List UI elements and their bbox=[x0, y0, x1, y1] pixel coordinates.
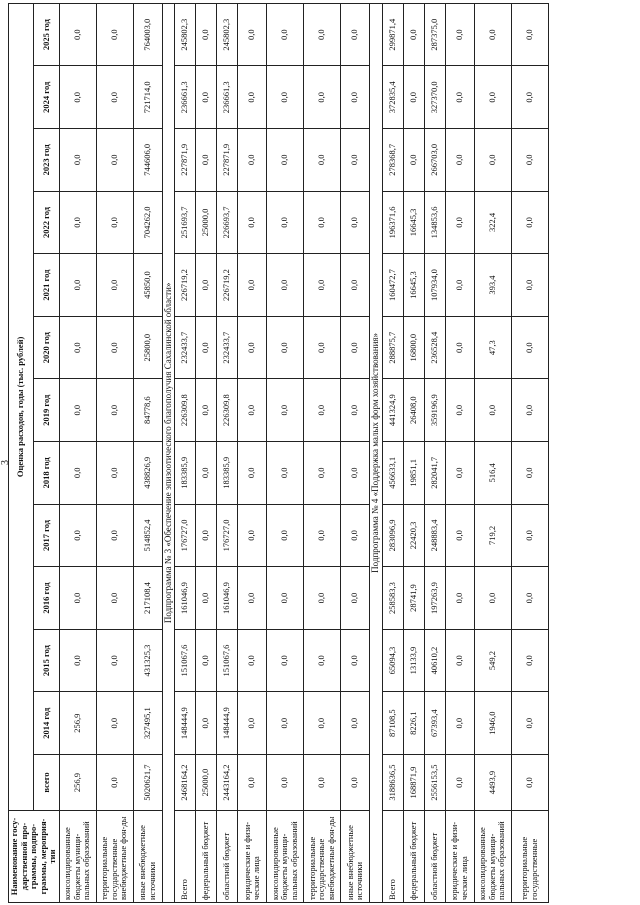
header-name: Наименование госу-дарственной про-граммы, подпро-граммы, мероприя-тии bbox=[9, 811, 60, 903]
value-cell: 0,0 bbox=[304, 3, 341, 66]
value-cell: 196371,6 bbox=[382, 191, 403, 254]
header-year: 2021 год bbox=[34, 254, 59, 317]
value-cell: 0,0 bbox=[403, 129, 424, 192]
value-cell: 22420,3 bbox=[403, 504, 424, 567]
value-cell: 0,0 bbox=[445, 129, 474, 192]
value-cell: 0,0 bbox=[511, 692, 548, 755]
value-cell: 107934,0 bbox=[424, 254, 445, 317]
value-cell: 0,0 bbox=[238, 755, 267, 811]
value-cell: 28741,9 bbox=[403, 567, 424, 630]
value-cell: 0,0 bbox=[445, 66, 474, 129]
value-cell: 0,0 bbox=[196, 129, 217, 192]
header-year: 2020 год bbox=[34, 316, 59, 379]
value-cell: 40610,2 bbox=[424, 629, 445, 692]
header-year: 2016 год bbox=[34, 567, 59, 630]
value-cell: 0,0 bbox=[304, 504, 341, 567]
row-label: федеральный бюджет bbox=[403, 811, 424, 903]
value-cell: 0,0 bbox=[304, 254, 341, 317]
value-cell: 245802,3 bbox=[175, 3, 196, 66]
value-cell: 0,0 bbox=[445, 191, 474, 254]
value-cell: 19851,1 bbox=[403, 442, 424, 505]
budget-table bbox=[8, 3, 549, 903]
value-cell: 0,0 bbox=[445, 692, 474, 755]
value-cell: 764003,0 bbox=[133, 3, 162, 66]
header-estimate: Оценка расходов, годы (тыс. рублей) bbox=[9, 3, 34, 810]
value-cell: 0,0 bbox=[474, 567, 511, 630]
value-cell: 0,0 bbox=[511, 254, 548, 317]
row-label: консолидированные бюджеты муници-пальных образований bbox=[474, 811, 511, 903]
value-cell: 0,0 bbox=[304, 567, 341, 630]
value-cell: 0,0 bbox=[96, 504, 133, 567]
value-cell: 0,0 bbox=[403, 66, 424, 129]
value-cell: 16645,3 bbox=[403, 254, 424, 317]
table-row bbox=[196, 3, 217, 902]
value-cell: 0,0 bbox=[238, 254, 267, 317]
value-cell: 719,2 bbox=[474, 504, 511, 567]
value-cell: 0,0 bbox=[59, 504, 96, 567]
header-year: 2024 год bbox=[34, 66, 59, 129]
value-cell: 744606,0 bbox=[133, 129, 162, 192]
value-cell: 232433,7 bbox=[217, 316, 238, 379]
page-number: 3 bbox=[0, 460, 11, 465]
value-cell: 0,0 bbox=[304, 66, 341, 129]
value-cell: 5020621,7 bbox=[133, 755, 162, 811]
value-cell: 227871,9 bbox=[217, 129, 238, 192]
value-cell: 160472,7 bbox=[382, 254, 403, 317]
section-title: Подпрограмма № 4 «Поддержка малых форм хозяйствования» bbox=[370, 3, 383, 902]
value-cell: 0,0 bbox=[445, 3, 474, 66]
value-cell: 0,0 bbox=[59, 316, 96, 379]
value-cell: 0,0 bbox=[304, 191, 341, 254]
value-cell: 282041,7 bbox=[424, 442, 445, 505]
value-cell: 248883,4 bbox=[424, 504, 445, 567]
value-cell: 183385,9 bbox=[217, 442, 238, 505]
value-cell: 0,0 bbox=[196, 316, 217, 379]
value-cell: 0,0 bbox=[96, 191, 133, 254]
value-cell: 0,0 bbox=[445, 379, 474, 442]
value-cell: 431325,3 bbox=[133, 629, 162, 692]
value-cell: 0,0 bbox=[511, 629, 548, 692]
value-cell: 0,0 bbox=[59, 442, 96, 505]
value-cell: 217108,4 bbox=[133, 567, 162, 630]
value-cell: 0,0 bbox=[96, 66, 133, 129]
table-row bbox=[175, 3, 196, 902]
row-label: территориальные государственные внебюджетные фон-ды bbox=[96, 811, 133, 903]
value-cell: 0,0 bbox=[238, 129, 267, 192]
value-cell: 0,0 bbox=[238, 567, 267, 630]
value-cell: 0,0 bbox=[341, 504, 370, 567]
value-cell: 227871,9 bbox=[175, 129, 196, 192]
header-year: 2022 год bbox=[34, 191, 59, 254]
value-cell: 0,0 bbox=[238, 692, 267, 755]
section-row bbox=[162, 3, 175, 902]
value-cell: 87108,5 bbox=[382, 692, 403, 755]
value-cell: 0,0 bbox=[238, 442, 267, 505]
row-label: иные внебюджетные источники bbox=[133, 811, 162, 903]
value-cell: 148444,9 bbox=[217, 692, 238, 755]
value-cell: 176727,0 bbox=[175, 504, 196, 567]
value-cell: 516,4 bbox=[474, 442, 511, 505]
value-cell: 0,0 bbox=[341, 316, 370, 379]
value-cell: 161046,9 bbox=[217, 567, 238, 630]
value-cell: 0,0 bbox=[445, 442, 474, 505]
value-cell: 0,0 bbox=[267, 316, 304, 379]
value-cell: 0,0 bbox=[341, 755, 370, 811]
value-cell: 0,0 bbox=[238, 3, 267, 66]
value-cell: 0,0 bbox=[511, 3, 548, 66]
value-cell: 0,0 bbox=[304, 692, 341, 755]
value-cell: 25000,0 bbox=[196, 191, 217, 254]
header-year: 2014 год bbox=[34, 692, 59, 755]
value-cell: 183385,9 bbox=[175, 442, 196, 505]
header-year: 2025 год bbox=[34, 3, 59, 66]
section-row bbox=[370, 3, 383, 902]
header-year: 2023 год bbox=[34, 129, 59, 192]
value-cell: 0,0 bbox=[511, 567, 548, 630]
value-cell: 0,0 bbox=[96, 316, 133, 379]
table-row bbox=[238, 3, 267, 902]
value-cell: 134853,6 bbox=[424, 191, 445, 254]
table-row bbox=[474, 3, 511, 902]
value-cell: 0,0 bbox=[341, 692, 370, 755]
value-cell: 0,0 bbox=[511, 755, 548, 811]
value-cell: 0,0 bbox=[196, 692, 217, 755]
row-label: Всего bbox=[175, 811, 196, 903]
value-cell: 0,0 bbox=[196, 66, 217, 129]
table-row bbox=[382, 3, 403, 902]
value-cell: 0,0 bbox=[96, 379, 133, 442]
value-cell: 176727,0 bbox=[217, 504, 238, 567]
value-cell: 236528,4 bbox=[424, 316, 445, 379]
value-cell: 327370,0 bbox=[424, 66, 445, 129]
value-cell: 456633,1 bbox=[382, 442, 403, 505]
header-year: 2017 год bbox=[34, 504, 59, 567]
value-cell: 283096,9 bbox=[382, 504, 403, 567]
value-cell: 0,0 bbox=[474, 3, 511, 66]
section-title: Подпрограмма № 3 «Обеспечение эпизоотического благополучия Сахалинской области» bbox=[162, 3, 175, 902]
value-cell: 0,0 bbox=[341, 3, 370, 66]
row-label: областной бюджет bbox=[217, 811, 238, 903]
value-cell: 0,0 bbox=[96, 629, 133, 692]
value-cell: 0,0 bbox=[304, 442, 341, 505]
value-cell: 0,0 bbox=[196, 3, 217, 66]
value-cell: 0,0 bbox=[267, 755, 304, 811]
value-cell: 256,9 bbox=[59, 755, 96, 811]
table-row bbox=[133, 3, 162, 902]
value-cell: 2443164,2 bbox=[217, 755, 238, 811]
value-cell: 0,0 bbox=[511, 379, 548, 442]
value-cell: 0,0 bbox=[511, 66, 548, 129]
table-row bbox=[403, 3, 424, 902]
value-cell: 393,4 bbox=[474, 254, 511, 317]
value-cell: 0,0 bbox=[96, 129, 133, 192]
table-row bbox=[217, 3, 238, 902]
header-year: 2015 год bbox=[34, 629, 59, 692]
value-cell: 0,0 bbox=[267, 66, 304, 129]
value-cell: 0,0 bbox=[445, 567, 474, 630]
value-cell: 0,0 bbox=[304, 379, 341, 442]
value-cell: 0,0 bbox=[511, 316, 548, 379]
value-cell: 0,0 bbox=[196, 629, 217, 692]
value-cell: 256,9 bbox=[59, 692, 96, 755]
value-cell: 0,0 bbox=[196, 504, 217, 567]
value-cell: 245802,3 bbox=[217, 3, 238, 66]
value-cell: 251693,7 bbox=[175, 191, 196, 254]
value-cell: 151067,6 bbox=[217, 629, 238, 692]
value-cell: 0,0 bbox=[238, 316, 267, 379]
value-cell: 0,0 bbox=[511, 129, 548, 192]
value-cell: 0,0 bbox=[96, 567, 133, 630]
value-cell: 0,0 bbox=[474, 66, 511, 129]
value-cell: 0,0 bbox=[267, 191, 304, 254]
value-cell: 0,0 bbox=[341, 567, 370, 630]
value-cell: 161046,9 bbox=[175, 567, 196, 630]
value-cell: 549,2 bbox=[474, 629, 511, 692]
value-cell: 197263,9 bbox=[424, 567, 445, 630]
value-cell: 258583,3 bbox=[382, 567, 403, 630]
value-cell: 0,0 bbox=[267, 567, 304, 630]
value-cell: 0,0 bbox=[59, 254, 96, 317]
value-cell: 287375,0 bbox=[424, 3, 445, 66]
value-cell: 322,4 bbox=[474, 191, 511, 254]
value-cell: 0,0 bbox=[96, 692, 133, 755]
value-cell: 0,0 bbox=[511, 504, 548, 567]
value-cell: 0,0 bbox=[238, 191, 267, 254]
value-cell: 0,0 bbox=[59, 379, 96, 442]
row-label: территориальные государственные внебюджетные фон-ды bbox=[304, 811, 341, 903]
value-cell: 0,0 bbox=[238, 379, 267, 442]
value-cell: 0,0 bbox=[238, 629, 267, 692]
row-label: консолидированные бюджеты муници-пальных образований bbox=[59, 811, 96, 903]
value-cell: 0,0 bbox=[267, 3, 304, 66]
value-cell: 45850,0 bbox=[133, 254, 162, 317]
value-cell: 0,0 bbox=[445, 755, 474, 811]
value-cell: 0,0 bbox=[267, 692, 304, 755]
value-cell: 25800,0 bbox=[133, 316, 162, 379]
value-cell: 13133,9 bbox=[403, 629, 424, 692]
value-cell: 226719,2 bbox=[175, 254, 196, 317]
value-cell: 84778,6 bbox=[133, 379, 162, 442]
value-cell: 2556153,5 bbox=[424, 755, 445, 811]
value-cell: 514852,4 bbox=[133, 504, 162, 567]
value-cell: 0,0 bbox=[96, 442, 133, 505]
table-row bbox=[445, 3, 474, 902]
value-cell: 26408,0 bbox=[403, 379, 424, 442]
value-cell: 0,0 bbox=[267, 254, 304, 317]
value-cell: 0,0 bbox=[474, 379, 511, 442]
value-cell: 236661,3 bbox=[217, 66, 238, 129]
value-cell: 0,0 bbox=[96, 3, 133, 66]
value-cell: 288875,7 bbox=[382, 316, 403, 379]
value-cell: 232433,7 bbox=[175, 316, 196, 379]
value-cell: 25000,0 bbox=[196, 755, 217, 811]
value-cell: 0,0 bbox=[403, 3, 424, 66]
header-year: 2019 год bbox=[34, 379, 59, 442]
value-cell: 0,0 bbox=[59, 66, 96, 129]
row-label: иные внебюджетные источники bbox=[341, 811, 370, 903]
value-cell: 438826,9 bbox=[133, 442, 162, 505]
value-cell: 0,0 bbox=[196, 442, 217, 505]
value-cell: 47,3 bbox=[474, 316, 511, 379]
value-cell: 0,0 bbox=[59, 567, 96, 630]
value-cell: 0,0 bbox=[59, 191, 96, 254]
value-cell: 704262,0 bbox=[133, 191, 162, 254]
value-cell: 0,0 bbox=[341, 191, 370, 254]
row-label: юридические и физи-ческие лица bbox=[238, 811, 267, 903]
table-row bbox=[424, 3, 445, 902]
table-row bbox=[96, 3, 133, 902]
value-cell: 0,0 bbox=[445, 316, 474, 379]
value-cell: 0,0 bbox=[59, 3, 96, 66]
value-cell: 151067,6 bbox=[175, 629, 196, 692]
value-cell: 359196,9 bbox=[424, 379, 445, 442]
value-cell: 0,0 bbox=[267, 379, 304, 442]
table-row bbox=[304, 3, 341, 902]
value-cell: 0,0 bbox=[341, 629, 370, 692]
value-cell: 0,0 bbox=[267, 442, 304, 505]
value-cell: 0,0 bbox=[304, 129, 341, 192]
value-cell: 226693,7 bbox=[217, 191, 238, 254]
value-cell: 0,0 bbox=[341, 254, 370, 317]
row-label: федеральный бюджет bbox=[196, 811, 217, 903]
value-cell: 4493,9 bbox=[474, 755, 511, 811]
value-cell: 226309,8 bbox=[175, 379, 196, 442]
value-cell: 0,0 bbox=[445, 254, 474, 317]
value-cell: 148444,9 bbox=[175, 692, 196, 755]
value-cell: 0,0 bbox=[267, 629, 304, 692]
value-cell: 0,0 bbox=[96, 254, 133, 317]
value-cell: 67393,4 bbox=[424, 692, 445, 755]
value-cell: 3188636,5 bbox=[382, 755, 403, 811]
value-cell: 65094,3 bbox=[382, 629, 403, 692]
value-cell: 0,0 bbox=[238, 504, 267, 567]
value-cell: 16645,3 bbox=[403, 191, 424, 254]
value-cell: 0,0 bbox=[304, 316, 341, 379]
value-cell: 0,0 bbox=[341, 66, 370, 129]
value-cell: 1946,0 bbox=[474, 692, 511, 755]
row-label: областной бюджет bbox=[424, 811, 445, 903]
header-year: 2018 год bbox=[34, 442, 59, 505]
value-cell: 0,0 bbox=[474, 129, 511, 192]
value-cell: 327495,1 bbox=[133, 692, 162, 755]
value-cell: 16800,0 bbox=[403, 316, 424, 379]
row-label: консолидированные бюджеты муници-пальных образований bbox=[267, 811, 304, 903]
value-cell: 721714,0 bbox=[133, 66, 162, 129]
value-cell: 0,0 bbox=[304, 629, 341, 692]
row-label: Всего bbox=[382, 811, 403, 903]
value-cell: 0,0 bbox=[445, 629, 474, 692]
value-cell: 0,0 bbox=[59, 629, 96, 692]
value-cell: 441324,9 bbox=[382, 379, 403, 442]
value-cell: 0,0 bbox=[511, 442, 548, 505]
value-cell: 0,0 bbox=[304, 755, 341, 811]
value-cell: 226309,8 bbox=[217, 379, 238, 442]
value-cell: 278368,7 bbox=[382, 129, 403, 192]
table-row bbox=[267, 3, 304, 902]
header-total: всего bbox=[34, 755, 59, 811]
value-cell: 2468164,2 bbox=[175, 755, 196, 811]
table-row bbox=[59, 3, 96, 902]
value-cell: 0,0 bbox=[196, 254, 217, 317]
value-cell: 226719,2 bbox=[217, 254, 238, 317]
value-cell: 0,0 bbox=[445, 504, 474, 567]
value-cell: 299871,4 bbox=[382, 3, 403, 66]
value-cell: 168871,9 bbox=[403, 755, 424, 811]
row-label: территориальные государственные bbox=[511, 811, 548, 903]
value-cell: 372835,4 bbox=[382, 66, 403, 129]
table-row bbox=[511, 3, 548, 902]
value-cell: 0,0 bbox=[511, 191, 548, 254]
value-cell: 0,0 bbox=[196, 379, 217, 442]
value-cell: 0,0 bbox=[96, 755, 133, 811]
value-cell: 266703,0 bbox=[424, 129, 445, 192]
value-cell: 0,0 bbox=[59, 129, 96, 192]
value-cell: 0,0 bbox=[267, 129, 304, 192]
value-cell: 0,0 bbox=[341, 442, 370, 505]
value-cell: 0,0 bbox=[341, 379, 370, 442]
value-cell: 236661,3 bbox=[175, 66, 196, 129]
table-row bbox=[341, 3, 370, 902]
value-cell: 0,0 bbox=[238, 66, 267, 129]
value-cell: 0,0 bbox=[196, 567, 217, 630]
value-cell: 0,0 bbox=[341, 129, 370, 192]
value-cell: 0,0 bbox=[267, 504, 304, 567]
row-label: юридические и физи-ческие лица bbox=[445, 811, 474, 903]
value-cell: 8226,1 bbox=[403, 692, 424, 755]
